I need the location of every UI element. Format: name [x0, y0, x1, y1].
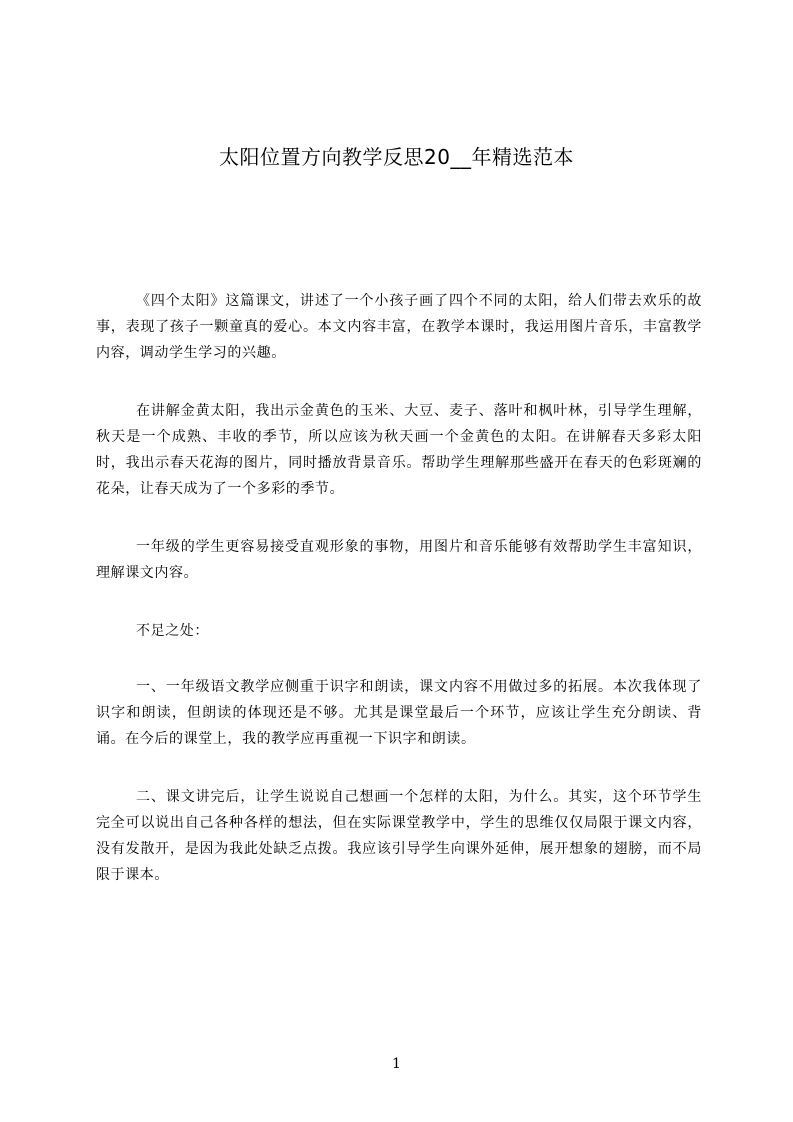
paragraph-shortcoming-two: 二、课文讲完后，让学生说说自己想画一个怎样的太阳，为什么。其实，这个环节学生完全可以说出自己各种各样的想法，但在实际课堂教学中，学生的思维仅仅局限于课文内容，没有发散开，是因为我此处缺乏点拨。我应该引导学生向课外延伸，展开想象的翅膀，而不局限于课本。	[96, 789, 702, 883]
paragraph-intro: 《四个太阳》这篇课文，讲述了一个小孩子画了四个不同的太阳，给人们带去欢乐的故事，表现了孩子一颗童真的爱心。本文内容丰富，在教学本课时，我运用图片音乐，丰富教学内容，调动学生学习的兴趣。	[96, 293, 702, 361]
page-number: 1	[392, 1056, 401, 1072]
paragraph-shortcomings-heading: 不足之处：	[136, 623, 209, 639]
document-title: 太阳位置方向教学反思20__年精选范本	[219, 145, 574, 169]
paragraph-first-grade: 一年级的学生更容易接受直观形象的事物，用图片和音乐能够有效帮助学生丰富知识，理解课文内容。	[96, 539, 702, 581]
paragraph-shortcoming-one: 一、一年级语文教学应侧重于识字和朗读，课文内容不用做过多的拓展。本次我体现了识字和朗读，但朗读的体现还是不够。尤其是课堂最后一个环节，应该让学生充分朗读、背诵。在今后的课堂上，我的教学应再重视一下识字和朗读。	[96, 679, 702, 747]
paragraph-golden-sun: 在讲解金黄太阳，我出示金黄色的玉米、大豆、麦子、落叶和枫叶林，引导学生理解，秋天是一个成熟、丰收的季节，所以应该为秋天画一个金黄色的太阳。在讲解春天多彩太阳时，我出示春天花海的图片，同时播放背景音乐。帮助学生理解那些盛开在春天的色彩斑斓的花朵，让春天成为了一个多彩的季节。	[96, 403, 702, 497]
document-body	[96, 288, 702, 920]
